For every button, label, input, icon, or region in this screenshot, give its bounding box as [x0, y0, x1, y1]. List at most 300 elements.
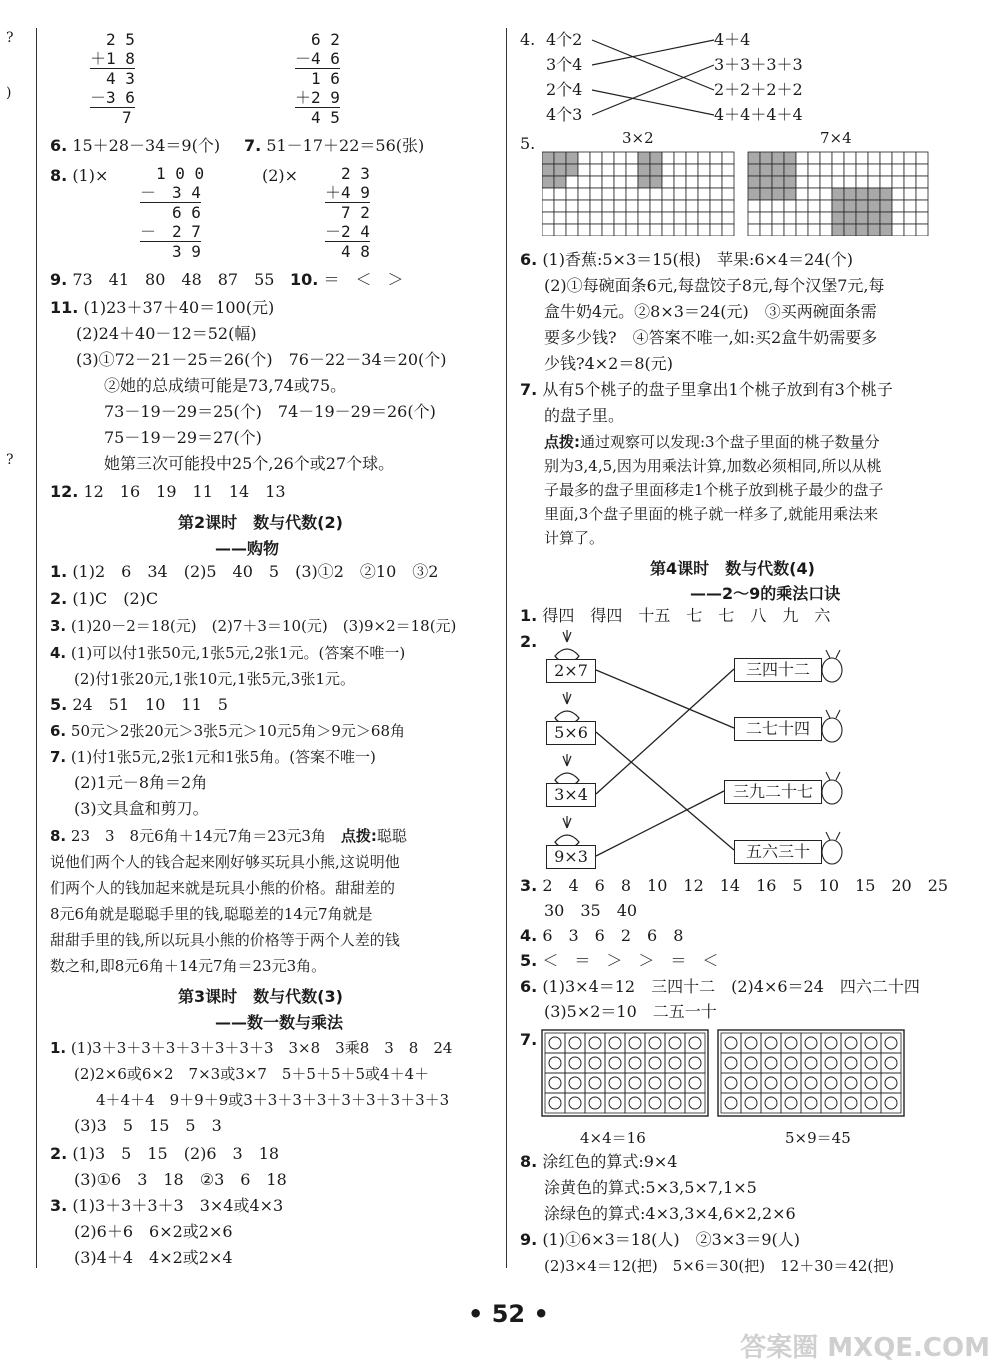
array-circle — [669, 1037, 681, 1049]
grid-cell — [916, 212, 928, 224]
match-left-4: 4个3 — [546, 105, 583, 124]
grid-cell — [856, 152, 868, 164]
answer-8b: (2)× — [262, 166, 299, 185]
grid-cell — [698, 200, 710, 212]
grid-cell — [820, 200, 832, 212]
array-cell — [645, 1053, 665, 1073]
grid-cell — [772, 200, 784, 212]
grid-cell — [554, 200, 566, 212]
array-circle — [609, 1037, 621, 1049]
grid-cell — [784, 152, 796, 164]
rhyme-box: 三四十二 — [734, 658, 822, 682]
vertical-calc-4: 2 3 ＋4 9 7 2 －2 4 4 8 — [325, 164, 370, 261]
grid-cell — [686, 188, 698, 200]
grid-cell — [796, 212, 808, 224]
array-cell — [625, 1073, 645, 1093]
answer-12: 12. 12 16 19 11 14 13 — [50, 482, 286, 501]
grid-cell — [808, 212, 820, 224]
grid-cell — [808, 176, 820, 188]
array-cell — [585, 1073, 605, 1093]
array-cell — [841, 1073, 861, 1093]
grid-cell — [796, 152, 808, 164]
array-cell — [821, 1093, 841, 1113]
grid-cell — [710, 176, 722, 188]
array-cell — [585, 1033, 605, 1053]
grid-cell — [904, 200, 916, 212]
column-divider — [506, 28, 507, 1268]
margin-mark: ? — [6, 30, 14, 46]
grid-cell — [880, 176, 892, 188]
grid-cell — [686, 212, 698, 224]
grid-cell — [674, 152, 686, 164]
array-circle — [649, 1077, 661, 1089]
array-cell — [761, 1093, 781, 1113]
array-cell — [721, 1033, 741, 1053]
array-cell — [741, 1073, 761, 1093]
array-circle — [885, 1037, 897, 1049]
grid-cell — [614, 212, 626, 224]
array-circle — [569, 1097, 581, 1109]
array-circle — [629, 1037, 641, 1049]
grid-cell — [796, 200, 808, 212]
answer-8a: 8. (1)× — [50, 166, 109, 185]
answer-9: 9. 73 41 80 48 87 55 — [50, 270, 275, 289]
grid-cell — [602, 176, 614, 188]
array-cell — [565, 1053, 585, 1073]
grid-cell — [892, 164, 904, 176]
array-circle — [569, 1057, 581, 1069]
array-cell — [605, 1033, 625, 1053]
s2-answer-3: 3. (1)20－2＝18(元) (2)7＋3＝10(元) (3)9×2＝18(元) — [50, 617, 457, 635]
array-cell — [841, 1033, 861, 1053]
array-circle — [669, 1057, 681, 1069]
grid-cell — [578, 212, 590, 224]
s2-answer-8-line: 甜甜手里的钱,所以玩具小熊的价格等于两个人差的钱 — [50, 931, 400, 949]
answer-11-4: ②她的总成绩可能是73,74或75。 — [104, 376, 347, 395]
array-circle — [845, 1057, 857, 1069]
rhyme-box: 二七十四 — [734, 717, 822, 741]
array-circle — [785, 1097, 797, 1109]
answer-11-7: 她第三次可能投中25个,26个或27个球。 — [104, 454, 395, 473]
grid-cell — [916, 188, 928, 200]
grid-cell — [856, 200, 868, 212]
grid-cell — [626, 224, 638, 236]
grid-cell — [904, 188, 916, 200]
grid-cell — [722, 164, 734, 176]
grid-cell — [578, 164, 590, 176]
grid-cell — [748, 188, 760, 200]
grid-cell — [844, 164, 856, 176]
grid-cell — [554, 212, 566, 224]
product-box: 2×7 — [546, 659, 596, 683]
product-box: 9×3 — [546, 845, 596, 869]
array-circle — [649, 1097, 661, 1109]
grid-cell — [626, 152, 638, 164]
grid-cell — [554, 176, 566, 188]
grid-cell — [856, 164, 868, 176]
grid-cell — [832, 164, 844, 176]
grid-cell — [916, 176, 928, 188]
array-circle — [865, 1097, 877, 1109]
s3-answer-1b: (2)2×6或6×2 7×3或3×7 5＋5＋5＋5或4＋4＋ — [74, 1065, 430, 1083]
array-cell — [861, 1073, 881, 1093]
grid-cell — [602, 188, 614, 200]
s2-answer-8-line: 们两个人的钱加起来就是玩具小熊的价格。甜甜差的 — [50, 879, 396, 897]
grid-cell — [892, 152, 904, 164]
grid-cell — [784, 164, 796, 176]
array-circle — [649, 1057, 661, 1069]
array-circle — [845, 1077, 857, 1089]
array-circle — [825, 1077, 837, 1089]
grid-cell — [844, 188, 856, 200]
r-answer-7: 7. 从有5个桃子的盘子里拿出1个桃子放到有3个桃子 — [520, 380, 893, 399]
grid-cell — [542, 152, 554, 164]
grid-cell — [760, 176, 772, 188]
grid-cell — [880, 164, 892, 176]
array-cell — [605, 1093, 625, 1113]
array-cell — [881, 1053, 901, 1073]
grid-cell — [868, 164, 880, 176]
grid-cell — [904, 212, 916, 224]
array-cell — [881, 1073, 901, 1093]
array-cell — [565, 1093, 585, 1113]
s2-answer-5: 5. 24 51 10 11 5 — [50, 695, 228, 714]
array-cell — [761, 1033, 781, 1053]
r-answer-6d: 要多少钱? ④答案不唯一,如:买2盒牛奶需要多 — [544, 328, 878, 347]
grid-cell — [808, 224, 820, 236]
r-qnum-5: 5. — [520, 134, 536, 153]
array-circle — [885, 1077, 897, 1089]
grid-cell — [748, 164, 760, 176]
array-circle — [765, 1097, 777, 1109]
grid-cell — [554, 188, 566, 200]
grid-cell — [832, 200, 844, 212]
grid-cell — [722, 212, 734, 224]
array-circle — [745, 1057, 757, 1069]
answer-11-6: 75－19－29＝27(个) — [104, 428, 262, 447]
answer-11-5: 73－19－29＝25(个) 74－19－29＝26(个) — [104, 402, 436, 421]
array-cell — [761, 1073, 781, 1093]
array-cell — [841, 1053, 861, 1073]
grid-cell — [542, 176, 554, 188]
array-cell — [801, 1033, 821, 1053]
array-cell — [565, 1033, 585, 1053]
s4-answer-9: 9. (1)①6×3＝18(人) ②3×3＝9(人) — [520, 1230, 801, 1249]
grid-cell — [796, 224, 808, 236]
array-circle — [589, 1057, 601, 1069]
grid-cell — [674, 164, 686, 176]
grid-cell — [784, 176, 796, 188]
grid-cell — [698, 152, 710, 164]
s4-answer-9b: (2)3×4＝12(把) 5×6＝30(把) 12＋30＝42(把) — [544, 1257, 895, 1275]
grid-cell — [892, 212, 904, 224]
array-circle — [589, 1077, 601, 1089]
match-left-1: 4个2 — [546, 30, 583, 49]
s4-answer-8b: 涂黄色的算式:5×3,5×7,1×5 — [544, 1178, 757, 1197]
section-2-subtitle: ——购物 — [215, 539, 280, 558]
rhyme-box: 三九二十七 — [724, 780, 822, 804]
grid-cell — [674, 176, 686, 188]
grid-cell — [844, 176, 856, 188]
array-circle — [745, 1077, 757, 1089]
array-circle — [805, 1057, 817, 1069]
grid-cell — [602, 224, 614, 236]
grid-cell — [590, 212, 602, 224]
grid-cell — [796, 164, 808, 176]
grid-cell — [590, 200, 602, 212]
grid-cell — [710, 212, 722, 224]
array-cell — [625, 1033, 645, 1053]
array-cell — [685, 1093, 705, 1113]
grid-cell — [638, 152, 650, 164]
array-cell — [721, 1053, 741, 1073]
grid-cell — [638, 176, 650, 188]
s3-answer-3c: (3)4＋4 4×2或2×4 — [74, 1248, 233, 1267]
array-circle — [845, 1097, 857, 1109]
left-margin-rule — [36, 28, 37, 1268]
grid-cell — [760, 152, 772, 164]
grid-cell — [614, 164, 626, 176]
tip-line: 子最多的盘子里面移走1个桃子放到桃子最少的盘子 — [544, 481, 884, 499]
s3-answer-3b: (2)6＋6 6×2或2×6 — [74, 1222, 233, 1241]
s2-answer-4: 4. (1)可以付1张50元,1张5元,2张1元。(答案不唯一) — [50, 644, 406, 662]
array-cell — [685, 1033, 705, 1053]
s2-answer-7c: (3)文具盒和剪刀。 — [74, 799, 209, 818]
grid-cell — [566, 224, 578, 236]
section-4-title: 第4课时 数与代数(4) — [650, 559, 815, 578]
grid-cell — [614, 176, 626, 188]
s4-answer-6: 6. (1)3×4＝12 三四十二 (2)4×6＝24 四六二十四 — [520, 977, 920, 996]
grid-cell — [904, 164, 916, 176]
grid-cell — [916, 224, 928, 236]
array-cell — [821, 1033, 841, 1053]
array-circle — [689, 1037, 701, 1049]
grid-cell — [626, 164, 638, 176]
grid-cell — [760, 212, 772, 224]
grid-cell — [686, 224, 698, 236]
grid-cell — [650, 200, 662, 212]
grid-cell — [916, 152, 928, 164]
grid-cell — [662, 164, 674, 176]
grid-cell — [722, 200, 734, 212]
array-circle — [549, 1077, 561, 1089]
grid-cell — [662, 176, 674, 188]
grid-cell — [892, 224, 904, 236]
watermark: 答案圈 MXQE.COM — [740, 1333, 990, 1363]
array-cell — [565, 1073, 585, 1093]
grid-cell — [674, 188, 686, 200]
s2-answer-8: 8. 23 3 8元6角＋14元7角＝23元3角 点拨:聪聪 — [50, 827, 407, 845]
tip-line: 别为3,4,5,因为用乘法计算,加数必须相同,所以从桃 — [544, 457, 882, 475]
grid-cell — [868, 224, 880, 236]
grid-cell — [674, 212, 686, 224]
grid-cell — [748, 176, 760, 188]
answer-6: 6. 15＋28－34＝9(个) — [50, 136, 221, 155]
array-circle — [669, 1077, 681, 1089]
array-circle — [629, 1077, 641, 1089]
grid-cell — [868, 152, 880, 164]
grid-cell — [698, 224, 710, 236]
grid-cell — [686, 164, 698, 176]
grid-cell — [590, 164, 602, 176]
s4-answer-4: 4. 6 3 6 2 6 8 — [520, 926, 684, 945]
array-circle — [865, 1057, 877, 1069]
grid-cell — [542, 200, 554, 212]
array-circle — [609, 1077, 621, 1089]
grid-cell — [772, 212, 784, 224]
vertical-calc-2: 6 2 －4 6 1 6 ＋2 9 4 5 — [295, 30, 340, 127]
array-circle — [725, 1037, 737, 1049]
array-circle — [765, 1057, 777, 1069]
grid-cell — [856, 176, 868, 188]
grid-cell — [820, 212, 832, 224]
grid-cell — [614, 200, 626, 212]
array-cell — [821, 1073, 841, 1093]
array-cell — [881, 1033, 901, 1053]
matching-lines — [590, 30, 720, 130]
multiplication-grids — [542, 150, 932, 236]
section-3-subtitle: ——数一数与乘法 — [215, 1013, 344, 1032]
array-cell — [685, 1053, 705, 1073]
margin-mark: ? — [6, 452, 14, 468]
answer-11-2: (2)24＋40－12＝52(幅) — [76, 324, 257, 343]
grid-cell — [650, 164, 662, 176]
grid-cell — [662, 200, 674, 212]
grid-cell — [904, 176, 916, 188]
s3-answer-1d: (3)3 5 15 5 3 — [74, 1116, 222, 1135]
page-number: • 52 • — [468, 1300, 549, 1328]
array-cell — [545, 1073, 565, 1093]
grid-cell — [710, 200, 722, 212]
circle-arrays — [540, 1028, 920, 1126]
grid-cell — [772, 152, 784, 164]
array-cell — [605, 1053, 625, 1073]
grid-cell — [554, 152, 566, 164]
r-answer-6b: (2)①每碗面条6元,每盘饺子8元,每个汉堡7元,每 — [544, 276, 885, 295]
array-cell — [801, 1053, 821, 1073]
array-caption-2: 5×9＝45 — [785, 1129, 851, 1147]
grid-cell — [698, 212, 710, 224]
grid-cell — [542, 188, 554, 200]
grid-cell — [796, 188, 808, 200]
array-cell — [821, 1053, 841, 1073]
grid-cell — [808, 188, 820, 200]
grid-cell — [904, 224, 916, 236]
array-cell — [645, 1093, 665, 1113]
grid-cell — [638, 200, 650, 212]
s2-answer-8-line: 8元6角就是聪聪手里的钱,聪聪差的14元7角就是 — [50, 905, 373, 923]
grid-cell — [698, 164, 710, 176]
answer-11: 11. (1)23＋37＋40＝100(元) — [50, 298, 275, 317]
grid-cell — [614, 224, 626, 236]
array-cell — [625, 1093, 645, 1113]
grid-cell — [698, 188, 710, 200]
grid-cell — [880, 188, 892, 200]
grid-cell — [784, 188, 796, 200]
product-box: 3×4 — [546, 783, 596, 807]
s4-qnum-2: 2. — [520, 632, 538, 651]
grid-cell — [602, 200, 614, 212]
array-circle — [725, 1057, 737, 1069]
grid-label-2: 7×4 — [820, 129, 852, 147]
array-circle — [805, 1037, 817, 1049]
match-right-4: 4＋4＋4＋4 — [714, 105, 803, 124]
array-cell — [721, 1073, 741, 1093]
match-left-3: 2个4 — [546, 80, 583, 99]
r-answer-7b: 的盘子里。 — [544, 406, 625, 425]
grid-cell — [856, 212, 868, 224]
array-cell — [781, 1093, 801, 1113]
grid-cell — [710, 224, 722, 236]
grid-cell — [602, 164, 614, 176]
grid-cell — [626, 176, 638, 188]
r-answer-6: 6. (1)香蕉:5×3＝15(根) 苹果:6×4＝24(个) — [520, 250, 853, 269]
grid-cell — [820, 224, 832, 236]
array-circle — [805, 1097, 817, 1109]
grid-cell — [614, 152, 626, 164]
grid-cell — [868, 176, 880, 188]
grid-cell — [916, 164, 928, 176]
grid-cell — [892, 176, 904, 188]
s4-qnum-7: 7. — [520, 1030, 538, 1049]
array-cell — [881, 1093, 901, 1113]
grid-cell — [638, 188, 650, 200]
section-2-title: 第2课时 数与代数(2) — [178, 513, 343, 532]
grid-cell — [820, 164, 832, 176]
array-cell — [665, 1093, 685, 1113]
array-circle — [609, 1057, 621, 1069]
array-circle — [629, 1097, 641, 1109]
answer-7: 7. 51－17＋22＝56(张) — [244, 136, 425, 155]
grid-cell — [760, 164, 772, 176]
vertical-calc-1: 2 5 ＋1 8 4 3 －3 6 7 — [90, 30, 135, 127]
grid-cell — [566, 176, 578, 188]
grid-cell — [772, 176, 784, 188]
s4-answer-8c: 涂绿色的算式:4×3,3×4,6×2,2×6 — [544, 1204, 796, 1223]
grid-label-1: 3×2 — [622, 129, 654, 147]
array-cell — [585, 1053, 605, 1073]
array-circle — [725, 1097, 737, 1109]
section-3-title: 第3课时 数与代数(3) — [178, 987, 343, 1006]
grid-cell — [832, 176, 844, 188]
array-circle — [745, 1097, 757, 1109]
array-circle — [689, 1097, 701, 1109]
grid-cell — [566, 200, 578, 212]
s2-answer-7b: (2)1元－8角＝2角 — [74, 773, 208, 792]
grid-cell — [784, 200, 796, 212]
grid-cell — [686, 176, 698, 188]
grid-cell — [578, 224, 590, 236]
grid-cell — [844, 212, 856, 224]
array-circle — [549, 1057, 561, 1069]
grid-cell — [554, 224, 566, 236]
grid-cell — [796, 176, 808, 188]
s2-answer-2: 2. (1)C (2)C — [50, 589, 159, 608]
array-circle — [669, 1097, 681, 1109]
grid-cell — [772, 164, 784, 176]
array-cell — [861, 1093, 881, 1113]
grid-cell — [820, 152, 832, 164]
grid-cell — [808, 164, 820, 176]
match-left-2: 3个4 — [546, 55, 583, 74]
array-cell — [585, 1093, 605, 1113]
grid-cell — [662, 212, 674, 224]
grid-cell — [722, 224, 734, 236]
array-circle — [785, 1057, 797, 1069]
grid-cell — [892, 200, 904, 212]
array-cell — [545, 1033, 565, 1053]
grid-cell — [868, 200, 880, 212]
